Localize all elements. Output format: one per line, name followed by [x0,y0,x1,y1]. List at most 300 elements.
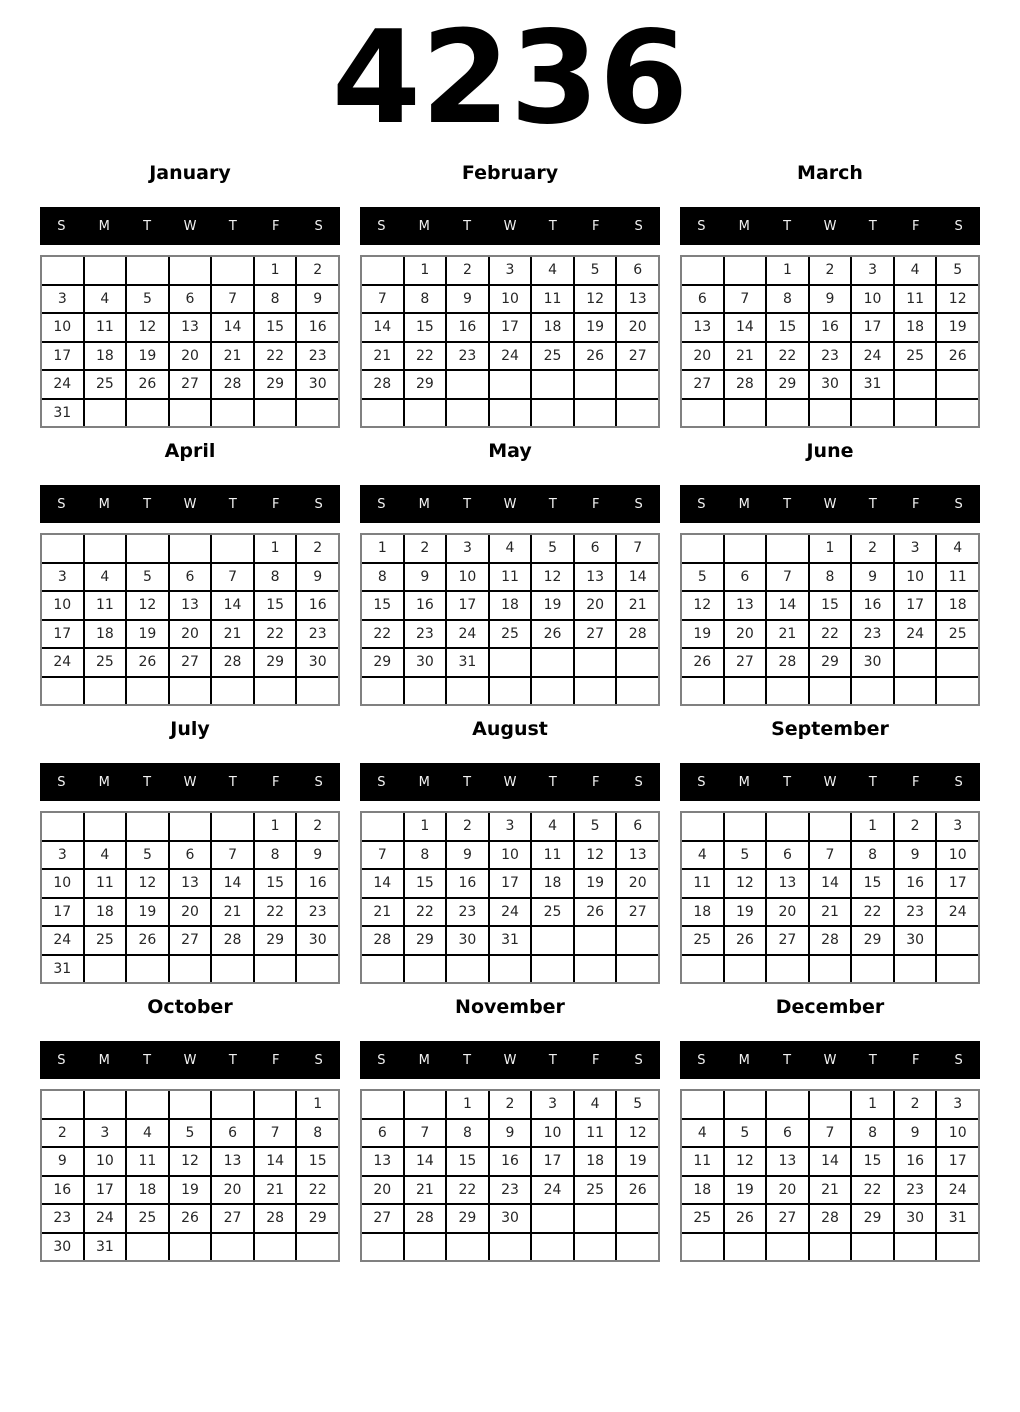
weekday-label: S [954,496,963,512]
day-cell-22: 22 [405,899,446,926]
day-cell-29: 29 [810,649,851,676]
weekday-label: S [57,496,66,512]
day-cell-5: 5 [725,1120,766,1147]
day-cell-empty [212,1091,253,1118]
day-cell-empty [212,1234,253,1261]
day-cell-28: 28 [767,649,808,676]
day-cell-empty [575,927,616,954]
day-cell-2: 2 [42,1120,83,1147]
day-cell-empty [532,1234,573,1261]
month-title: November [455,996,565,1018]
day-cell-30: 30 [490,1205,531,1232]
weekday-label: S [697,496,706,512]
month-october [40,995,340,1262]
day-cell-3: 3 [490,257,531,284]
day-cell-22: 22 [297,1177,338,1204]
weekday-label: T [143,218,152,234]
day-cell-13: 13 [725,592,766,619]
weekday-header [360,485,660,523]
day-cell-26: 26 [575,899,616,926]
day-cell-21: 21 [212,343,253,370]
day-cell-28: 28 [362,927,403,954]
day-cell-empty [490,649,531,676]
day-cell-13: 13 [170,592,211,619]
day-cell-28: 28 [405,1205,446,1232]
day-cell-15: 15 [852,1148,893,1175]
day-cell-25: 25 [490,621,531,648]
day-cell-28: 28 [255,1205,296,1232]
day-cell-empty [895,956,936,983]
day-cell-2: 2 [447,813,488,840]
day-cell-9: 9 [297,286,338,313]
day-cell-1: 1 [255,535,296,562]
day-cell-4: 4 [575,1091,616,1118]
day-cell-3: 3 [937,1091,978,1118]
day-cell-22: 22 [447,1177,488,1204]
day-cell-24: 24 [490,343,531,370]
day-cell-1: 1 [255,257,296,284]
day-cell-15: 15 [255,870,296,897]
weekday-label: T [783,218,792,234]
month-september [680,717,980,984]
month-title: January [149,162,231,184]
day-cell-empty [895,400,936,427]
day-cell-31: 31 [85,1234,126,1261]
day-cell-16: 16 [810,314,851,341]
day-cell-27: 27 [362,1205,403,1232]
day-cell-30: 30 [895,1205,936,1232]
day-cell-29: 29 [362,649,403,676]
day-cell-empty [810,400,851,427]
weekday-label: S [377,218,386,234]
day-cell-empty [127,535,168,562]
day-cell-31: 31 [852,371,893,398]
day-cell-20: 20 [767,1177,808,1204]
day-cell-empty [895,1234,936,1261]
day-cell-12: 12 [170,1148,211,1175]
weekday-label: T [783,1052,792,1068]
day-cell-18: 18 [895,314,936,341]
day-cell-empty [255,400,296,427]
day-cell-14: 14 [255,1148,296,1175]
day-cell-1: 1 [297,1091,338,1118]
day-cell-empty [575,956,616,983]
weekday-header [360,763,660,801]
day-cell-23: 23 [447,343,488,370]
day-cell-20: 20 [170,621,211,648]
weekday-label: W [503,496,517,512]
day-cell-18: 18 [490,592,531,619]
day-cell-5: 5 [937,257,978,284]
day-cell-27: 27 [682,371,723,398]
day-cell-24: 24 [490,899,531,926]
weekday-label: F [911,496,920,512]
day-cell-empty [85,1091,126,1118]
day-cell-11: 11 [532,842,573,869]
day-cell-empty [532,1205,573,1232]
month-title: September [771,718,889,740]
day-cell-27: 27 [725,649,766,676]
day-cell-empty [617,678,658,705]
day-cell-11: 11 [85,592,126,619]
date-grid [680,1089,980,1262]
day-cell-5: 5 [575,257,616,284]
day-cell-23: 23 [42,1205,83,1232]
weekday-label: W [183,218,197,234]
day-cell-12: 12 [127,592,168,619]
day-cell-1: 1 [767,257,808,284]
day-cell-empty [767,813,808,840]
day-cell-5: 5 [725,842,766,869]
day-cell-28: 28 [810,927,851,954]
weekday-label: T [868,218,877,234]
day-cell-13: 13 [617,842,658,869]
day-cell-9: 9 [447,842,488,869]
day-cell-23: 23 [490,1177,531,1204]
day-cell-21: 21 [617,592,658,619]
day-cell-18: 18 [85,899,126,926]
day-cell-20: 20 [170,343,211,370]
weekday-label: F [591,496,600,512]
day-cell-31: 31 [42,400,83,427]
day-cell-7: 7 [212,564,253,591]
day-cell-6: 6 [170,564,211,591]
day-cell-18: 18 [532,870,573,897]
weekday-label: W [823,774,837,790]
day-cell-20: 20 [617,870,658,897]
day-cell-empty [212,535,253,562]
weekday-label: F [911,218,920,234]
day-cell-6: 6 [767,1120,808,1147]
weekday-label: S [634,1052,643,1068]
weekday-label: T [868,1052,877,1068]
month-title: July [170,718,210,740]
weekday-label: W [503,774,517,790]
day-cell-empty [405,1091,446,1118]
day-cell-4: 4 [532,813,573,840]
day-cell-empty [362,1091,403,1118]
day-cell-8: 8 [362,564,403,591]
weekday-label: F [271,774,280,790]
day-cell-10: 10 [42,592,83,619]
day-cell-26: 26 [937,343,978,370]
day-cell-17: 17 [42,621,83,648]
day-cell-empty [490,956,531,983]
day-cell-empty [255,1234,296,1261]
weekday-label: M [98,774,110,790]
day-cell-14: 14 [767,592,808,619]
weekday-label: F [591,774,600,790]
day-cell-22: 22 [810,621,851,648]
weekday-label: S [314,218,323,234]
day-cell-3: 3 [42,564,83,591]
day-cell-empty [682,1234,723,1261]
day-cell-25: 25 [85,371,126,398]
day-cell-19: 19 [725,899,766,926]
day-cell-empty [405,956,446,983]
day-cell-16: 16 [297,592,338,619]
day-cell-12: 12 [575,286,616,313]
date-grid [360,811,660,984]
date-grid [360,533,660,706]
day-cell-29: 29 [405,371,446,398]
year-title: 4236 [331,4,689,153]
day-cell-19: 19 [127,621,168,648]
weekday-label: S [634,218,643,234]
day-cell-30: 30 [405,649,446,676]
day-cell-empty [937,371,978,398]
day-cell-14: 14 [725,314,766,341]
day-cell-8: 8 [810,564,851,591]
day-cell-empty [490,371,531,398]
day-cell-10: 10 [447,564,488,591]
day-cell-25: 25 [895,343,936,370]
day-cell-31: 31 [937,1205,978,1232]
weekday-label: S [634,774,643,790]
day-cell-17: 17 [85,1177,126,1204]
day-cell-empty [767,956,808,983]
weekday-label: F [591,1052,600,1068]
day-cell-7: 7 [362,286,403,313]
day-cell-6: 6 [682,286,723,313]
day-cell-empty [85,678,126,705]
weekday-label: M [738,496,750,512]
day-cell-1: 1 [255,813,296,840]
day-cell-3: 3 [852,257,893,284]
day-cell-8: 8 [255,842,296,869]
day-cell-13: 13 [682,314,723,341]
day-cell-1: 1 [405,257,446,284]
weekday-label: F [591,218,600,234]
day-cell-3: 3 [490,813,531,840]
day-cell-6: 6 [725,564,766,591]
weekday-label: M [98,496,110,512]
day-cell-20: 20 [767,899,808,926]
weekday-label: T [783,774,792,790]
day-cell-8: 8 [255,286,296,313]
day-cell-empty [212,678,253,705]
day-cell-empty [447,678,488,705]
day-cell-16: 16 [895,870,936,897]
day-cell-28: 28 [212,927,253,954]
day-cell-19: 19 [127,899,168,926]
day-cell-18: 18 [937,592,978,619]
day-cell-18: 18 [575,1148,616,1175]
day-cell-12: 12 [532,564,573,591]
day-cell-empty [532,400,573,427]
day-cell-8: 8 [405,286,446,313]
month-july [40,717,340,984]
day-cell-19: 19 [725,1177,766,1204]
day-cell-22: 22 [767,343,808,370]
day-cell-28: 28 [362,371,403,398]
day-cell-empty [937,678,978,705]
day-cell-2: 2 [405,535,446,562]
day-cell-22: 22 [255,899,296,926]
month-november [360,995,660,1262]
day-cell-empty [725,678,766,705]
weekday-label: T [463,774,472,790]
day-cell-10: 10 [895,564,936,591]
day-cell-empty [297,400,338,427]
day-cell-21: 21 [362,343,403,370]
weekday-label: S [57,774,66,790]
date-grid [40,255,340,428]
day-cell-28: 28 [617,621,658,648]
day-cell-29: 29 [852,927,893,954]
day-cell-empty [810,678,851,705]
month-title: April [164,440,216,462]
day-cell-10: 10 [85,1148,126,1175]
day-cell-empty [170,813,211,840]
weekday-label: F [271,1052,280,1068]
weekday-label: W [183,496,197,512]
day-cell-12: 12 [127,870,168,897]
day-cell-empty [682,535,723,562]
day-cell-9: 9 [447,286,488,313]
day-cell-13: 13 [617,286,658,313]
day-cell-29: 29 [255,649,296,676]
day-cell-30: 30 [810,371,851,398]
day-cell-9: 9 [810,286,851,313]
day-cell-28: 28 [212,371,253,398]
weekday-header [360,1041,660,1079]
day-cell-17: 17 [532,1148,573,1175]
day-cell-27: 27 [170,927,211,954]
day-cell-23: 23 [297,621,338,648]
day-cell-18: 18 [682,899,723,926]
day-cell-7: 7 [810,842,851,869]
month-title: December [775,996,885,1018]
day-cell-21: 21 [810,899,851,926]
day-cell-29: 29 [447,1205,488,1232]
day-cell-11: 11 [85,314,126,341]
day-cell-8: 8 [255,564,296,591]
day-cell-22: 22 [852,1177,893,1204]
day-cell-7: 7 [767,564,808,591]
day-cell-26: 26 [127,649,168,676]
weekday-label: F [271,496,280,512]
weekday-label: F [911,1052,920,1068]
day-cell-14: 14 [212,314,253,341]
day-cell-27: 27 [617,899,658,926]
day-cell-empty [42,535,83,562]
day-cell-15: 15 [255,314,296,341]
day-cell-empty [170,535,211,562]
day-cell-2: 2 [895,813,936,840]
day-cell-26: 26 [725,927,766,954]
weekday-label: M [418,496,430,512]
month-title: October [147,996,233,1018]
day-cell-22: 22 [405,343,446,370]
day-cell-16: 16 [405,592,446,619]
day-cell-empty [85,535,126,562]
day-cell-empty [297,1234,338,1261]
day-cell-6: 6 [617,257,658,284]
day-cell-24: 24 [85,1205,126,1232]
day-cell-empty [575,1205,616,1232]
weekday-label: T [868,496,877,512]
day-cell-1: 1 [810,535,851,562]
day-cell-4: 4 [895,257,936,284]
day-cell-empty [852,956,893,983]
day-cell-17: 17 [852,314,893,341]
day-cell-3: 3 [447,535,488,562]
day-cell-2: 2 [490,1091,531,1118]
day-cell-21: 21 [725,343,766,370]
day-cell-17: 17 [447,592,488,619]
day-cell-2: 2 [895,1091,936,1118]
day-cell-7: 7 [617,535,658,562]
day-cell-14: 14 [212,592,253,619]
weekday-header [680,207,980,245]
day-cell-12: 12 [682,592,723,619]
day-cell-14: 14 [362,870,403,897]
day-cell-empty [127,400,168,427]
day-cell-10: 10 [42,314,83,341]
weekday-label: S [697,218,706,234]
day-cell-14: 14 [212,870,253,897]
day-cell-21: 21 [255,1177,296,1204]
day-cell-24: 24 [937,1177,978,1204]
weekday-label: T [143,1052,152,1068]
day-cell-31: 31 [490,927,531,954]
day-cell-19: 19 [127,343,168,370]
day-cell-21: 21 [362,899,403,926]
day-cell-6: 6 [767,842,808,869]
day-cell-empty [617,1234,658,1261]
day-cell-4: 4 [85,842,126,869]
weekday-label: W [183,774,197,790]
day-cell-23: 23 [447,899,488,926]
day-cell-3: 3 [895,535,936,562]
day-cell-empty [127,1091,168,1118]
day-cell-empty [617,371,658,398]
day-cell-empty [212,956,253,983]
weekday-label: M [418,1052,430,1068]
day-cell-empty [937,400,978,427]
day-cell-26: 26 [532,621,573,648]
weekday-label: S [314,1052,323,1068]
weekday-label: W [823,1052,837,1068]
weekday-label: T [463,496,472,512]
day-cell-empty [937,1234,978,1261]
day-cell-23: 23 [297,899,338,926]
weekday-label: W [503,218,517,234]
day-cell-24: 24 [42,649,83,676]
weekday-label: T [143,774,152,790]
day-cell-30: 30 [447,927,488,954]
day-cell-19: 19 [170,1177,211,1204]
day-cell-15: 15 [810,592,851,619]
month-title: May [488,440,532,462]
day-cell-8: 8 [297,1120,338,1147]
day-cell-9: 9 [490,1120,531,1147]
day-cell-22: 22 [255,343,296,370]
day-cell-empty [575,371,616,398]
weekday-label: S [57,1052,66,1068]
weekday-label: F [911,774,920,790]
day-cell-15: 15 [447,1148,488,1175]
day-cell-empty [405,400,446,427]
day-cell-empty [767,1234,808,1261]
day-cell-empty [362,678,403,705]
day-cell-8: 8 [447,1120,488,1147]
day-cell-empty [42,678,83,705]
day-cell-empty [532,927,573,954]
day-cell-22: 22 [255,621,296,648]
day-cell-23: 23 [297,343,338,370]
